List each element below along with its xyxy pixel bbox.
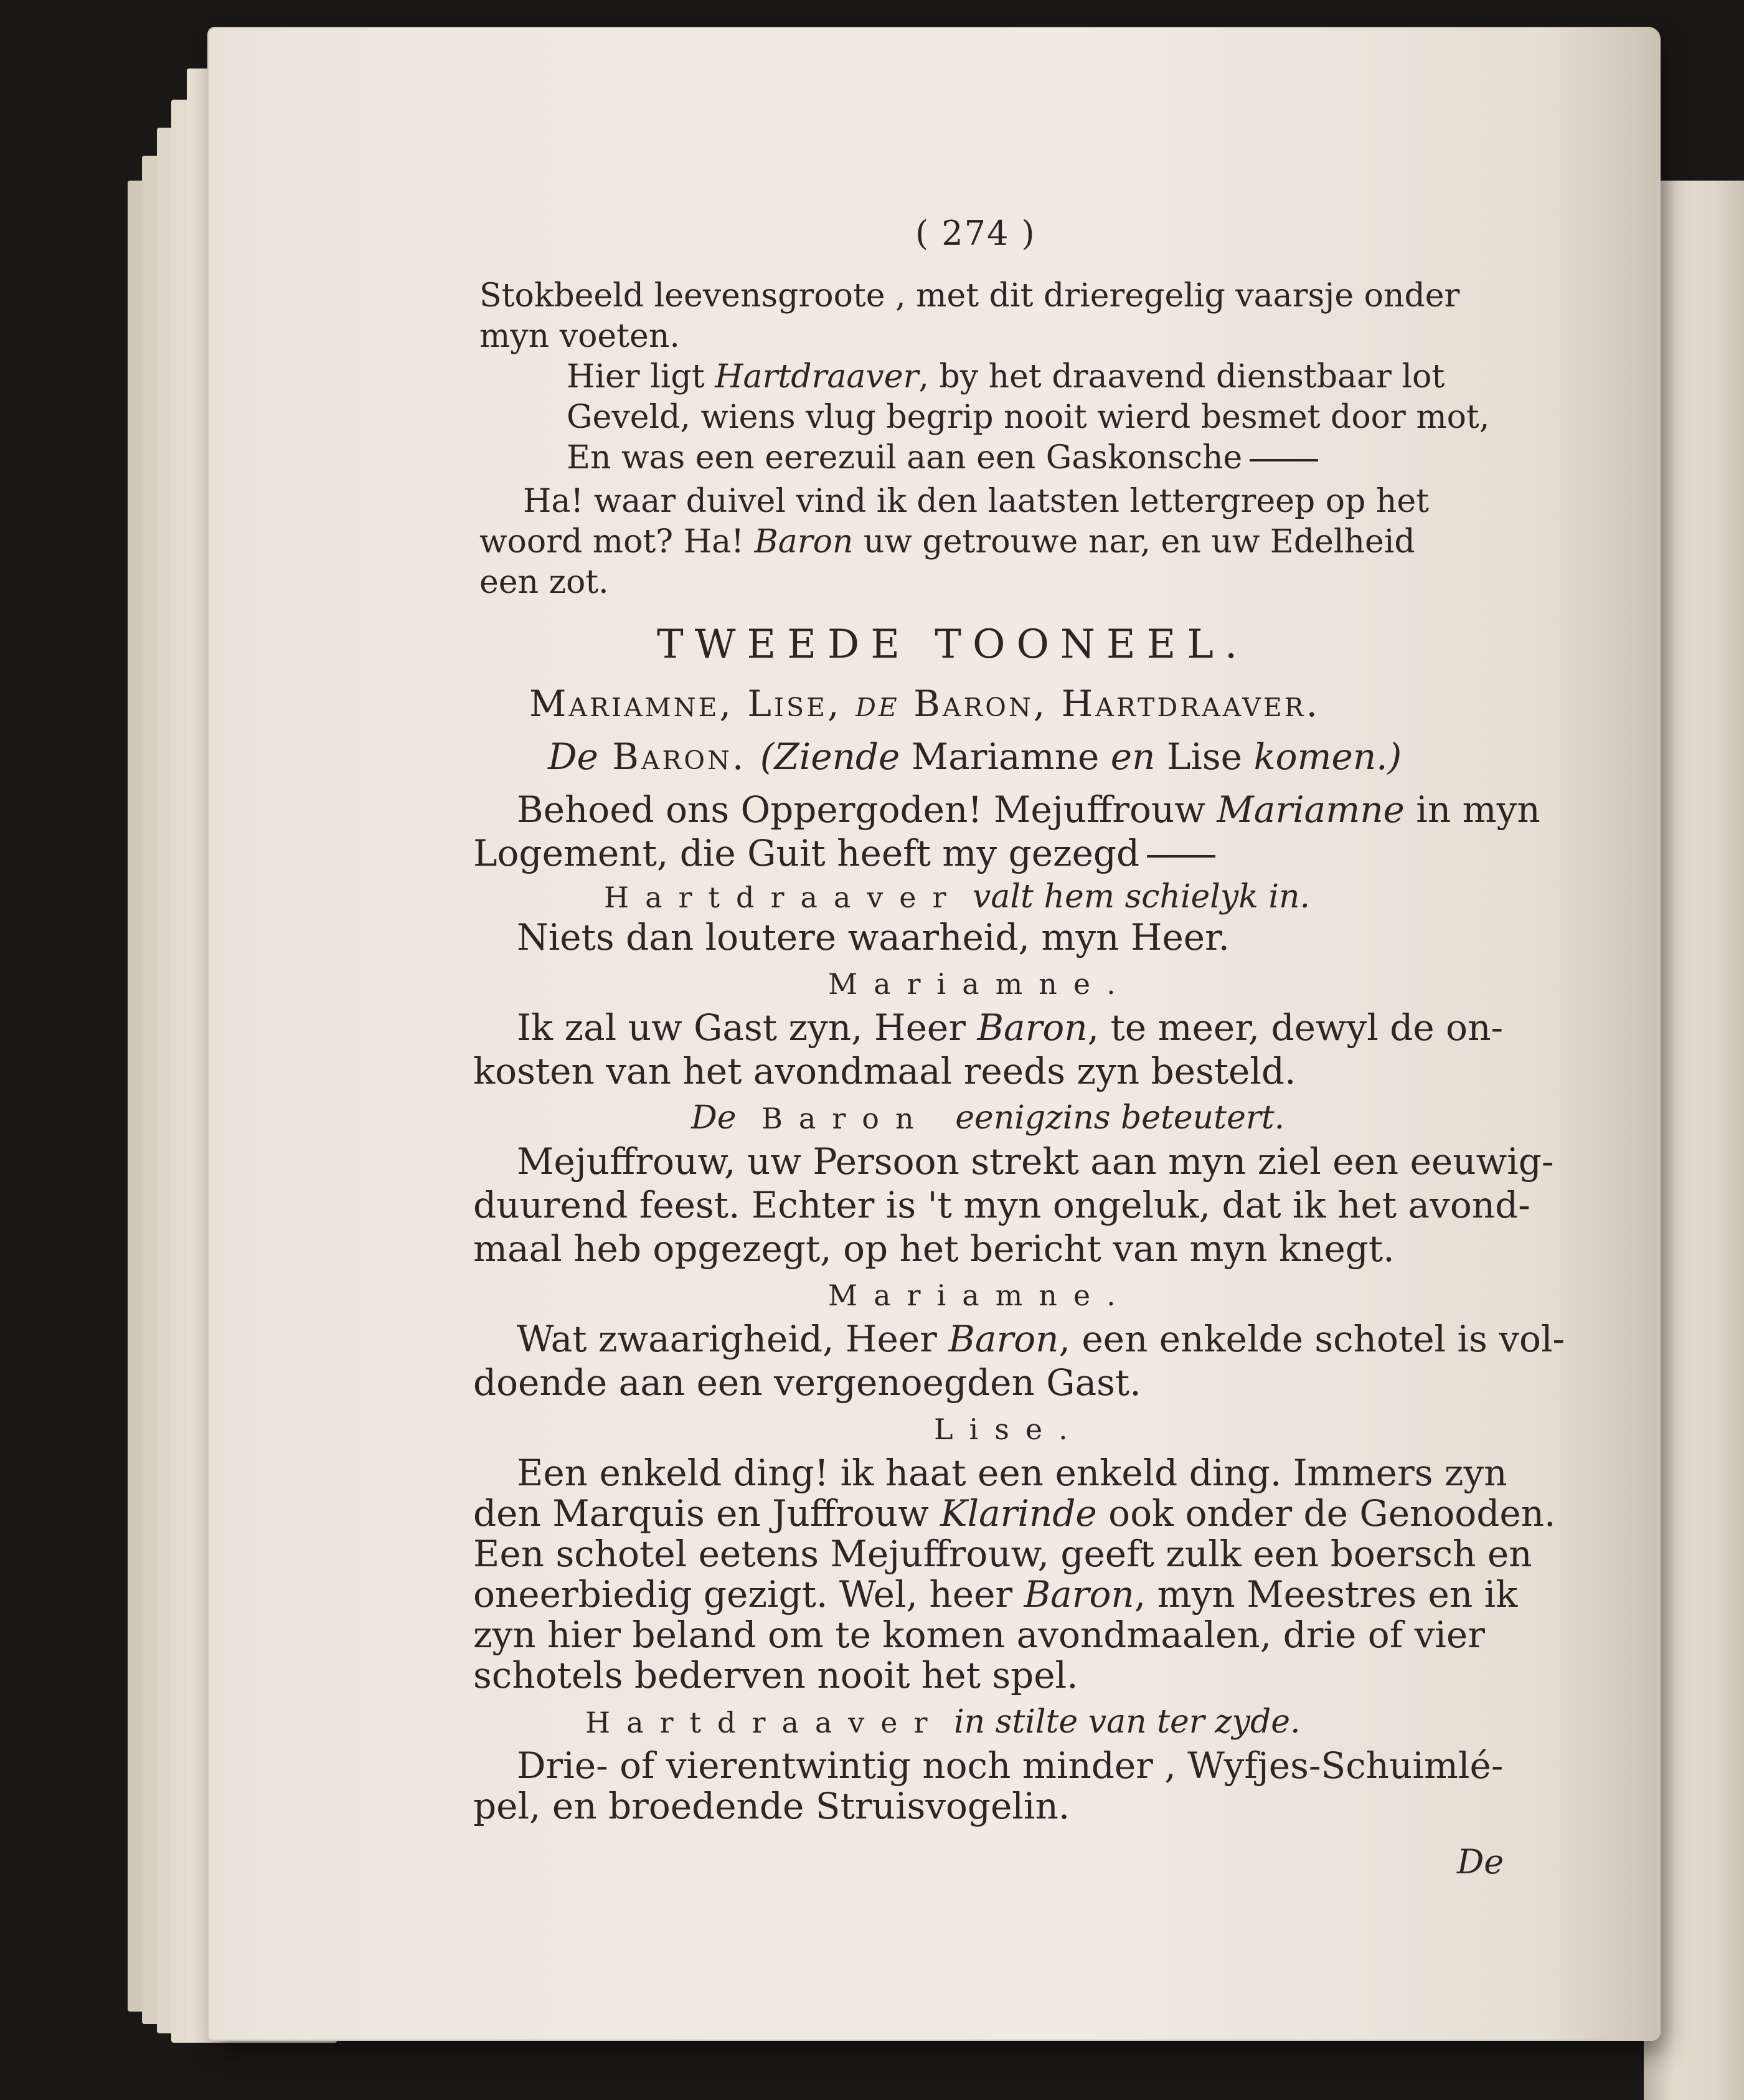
dialogue-line: Mejuffrouw, uw Persoon strekt aan myn ziel een eeuwig- [517, 1140, 1554, 1183]
verse-line: Hier ligt Hartdraaver, by het draavend dienstbaar lot [567, 358, 1445, 395]
speaker-name: Mariamne. [828, 1279, 1132, 1312]
dialogue-line: den Marquis en Juffrouw Klarinde ook onder de Genooden. [473, 1492, 1556, 1535]
dialogue-line: schotels bederven nooit het spel. [473, 1654, 1078, 1696]
dialogue-line: Niets dan loutere waarheid, myn Heer. [517, 916, 1230, 958]
catchword: De [1457, 1842, 1504, 1881]
dialogue-line: Een enkeld ding! ik haat een enkeld ding. Immers zyn [517, 1452, 1507, 1494]
text-line: Stokbeeld leevensgroote , met dit drieregelig vaarsje onder [479, 277, 1460, 315]
dialogue-line: doende aan een vergenoegden Gast. [473, 1361, 1141, 1404]
text-line: Ha! waar duivel vind ik den laatsten lettergreep op het [523, 483, 1429, 520]
scene-heading: TWEEDE TOONEEL. [657, 622, 1249, 668]
speaker-name: Lise. [934, 1412, 1084, 1446]
text-line: myn voeten. [479, 318, 680, 355]
dialogue-line: Logement, die Guit heeft my gezegd [473, 835, 1215, 872]
speaker-name: Mariamne. [828, 967, 1132, 1001]
verse-line: En was een eerezuil aan een Gaskonsche [567, 439, 1318, 476]
speaker-line: Hartdraaver valt hem schielyk in. [604, 878, 1310, 915]
dialogue-line: Behoed ons Oppergoden! Mejuffrouw Mariamne in myn [517, 788, 1540, 831]
page-text [274, 0, 1565, 1993]
dialogue-line: zyn hier beland om te komen avondmaalen, drie of vier [473, 1614, 1485, 1656]
dialogue-line: kosten van het avondmaal reeds zyn besteld. [473, 1050, 1296, 1092]
dialogue-line: Ik zal uw Gast zyn, Heer Baron, te meer, dewyl de on- [517, 1006, 1504, 1049]
dialogue-line: duurend feest. Echter is 't myn ongeluk, dat ik het avond- [473, 1184, 1530, 1226]
character-list: Mariamne, Lise, de Baron, Hartdraaver. [529, 683, 1321, 725]
dialogue-line: Een schotel eetens Mejuffrouw, geeft zulk een boersch en [473, 1533, 1532, 1575]
verse-line: Geveld, wiens vlug begrip nooit wierd besmet door mot, [567, 399, 1490, 436]
speaker-line: De Baron eenigzins beteutert. [691, 1099, 1285, 1137]
dialogue-line: Wat zwaarigheid, Heer Baron, een enkelde schotel is vol- [517, 1318, 1565, 1360]
dialogue-line: maal heb opgezegt, op het bericht van myn knegt. [473, 1227, 1395, 1270]
dialogue-line: pel, en broedende Struisvogelin. [473, 1785, 1070, 1827]
page-number: ( 274 ) [915, 214, 1036, 253]
stage-direction: De Baron. (Ziende Mariamne en Lise komen.) [548, 735, 1402, 778]
dialogue-line: Drie- of vierentwintig noch minder , Wyfjes-Schuimlé- [517, 1744, 1504, 1787]
dialogue-line: oneerbiedig gezigt. Wel, heer Baron, myn Meestres en ik [473, 1573, 1518, 1615]
text-line: woord mot? Ha! Baron uw getrouwe nar, en uw Edelheid [479, 523, 1415, 560]
speaker-line: Hartdraaver in stilte van ter zyde. [585, 1703, 1301, 1741]
text-line: een zot. [479, 564, 609, 601]
